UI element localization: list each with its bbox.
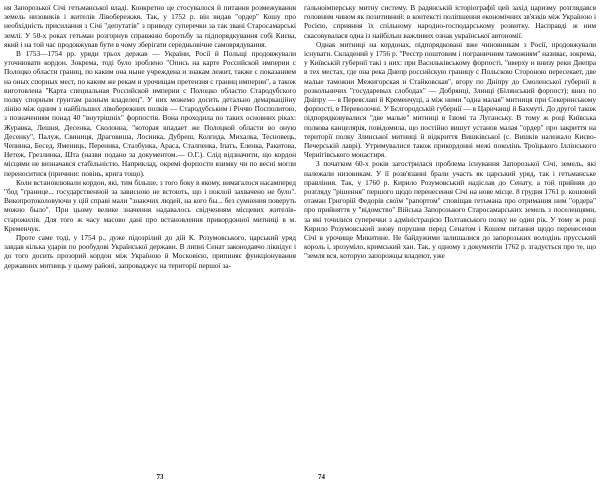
- paragraph: Проте саме тоді, у 1754 р., дуже підозрілий до дій К. Розумовського, царський уряд завдав кілька ударів по рообудові Української держави. В липні Сенат законодавчо ліквідує і до того досить прозорий кордон між Україною й Московією, припиняє функціонування державних митниць у цьому районі, запроваджує на території першої за-: [4, 233, 296, 270]
- paragraph: Коли встановлювали кордон, які, тим більше, з того боку в якому, вимагалося насамперед "бод "границе... государственной за зависною не встоють, що і поклой захвачено не було". Викопротоколовуючи у цій справі мали "знаючих людей, на кого бы... без сумнения поверуть можно было". При цьому велике значення надавалось свідченням місцевих жителів-старожилів. Для того ж часу масово дані про встановлення прикордонної митниці в м. Кременчук.: [4, 177, 296, 233]
- left-page-text: [4, 3, 296, 458]
- left-page: [4, 3, 296, 483]
- paragraph: В 1753—1754 рр. уряди трьох держав — України, Росії й Польщі продовжували уточнювати кордон. Зокрема, тоді було зроблено "Опись на карте Российской империи с Полоцко области границ, по каким она ныне учреждена и знакам лежит, также с показанием на оных спорных мест, по каким же рекам и урочищам претензия с границ империи", а також виготовлена "Карта специальная Российской империи с Полоцко областю Стародубского полку спорным грунтам разным владелец". У них можемо досить детально демаркаційну лінію між одним з найбільших лівобережних полків — Стародубським і Річчю Посполитою, з позначенням понад 40 "внутрішніх" форпостів. Вона проходила по таких основних ріках: Журавка, Лешня, Десенка, Сколонна, "которая впадает же Полоцкой области во оную Десенку", Палуж, Свиниця, Драговиша, Лосинка, Дубреш, Колгида, Михалка, Тесновець, Чепинка, Бесед, Ямениць, Переника, Сталбунка, Араса, Сталпенка, Іпать, Еленка, Ракитова, Нетеж, Грезлинка, Шта (назви подано за документом.— О.Г.). Слід відзначити, що кордон місцями не визначався стабільністю. Наприклад, окремі форпости взимку чи по весні могли переноситися (причини: повінь, крига тощо).: [4, 49, 296, 178]
- paragraph: З початком 60-х років загострилася проблема існування Запорозької Січі, земель, які належали низовикам. У її розв'язанні брали участь як царський уряд, так і гетьманське правління. Так, у 1760 р. Кирило Розумовський надіслав до Сенату, а той прийняв до розгляду "рішення" першого щодо перенесення Січі на нове місце. 8 грудня 1761 р. кошовий отаман Григорій Федорів своїм "рапортом" сповіщав гетьмана про отримання ним "ордера" про прийняття у "відомство" Війська Запорозького Старосамарських земель з поселенцями, за які точилися суперечки з адміністрацією Полтавського полку не один рік. У тому ж році Кирило Розумовський знову порушив перед Сенатом і Кошем питання щодо перенесення Січі в урочище Микитине. Не байдужими залишалися до запорозьких володінь прусський король і, зрозуміло, кримський хан. Так, у одному з документів 1762 р. згадується про те, що "земля вся, которую запорожцы владеют, уже: [304, 159, 596, 261]
- paragraph: гальноімперську митну систему. В радянській історіографії цей захід царизму розглядався головним чином як позитивний: в контексті поліпшення економічних зв'язків між Україною і Росією, сприяння їх спільному народно-господарському розвитку. Насправді ж ним скасовувалася одна із найбільш важливих ознак української автономії.: [304, 3, 596, 40]
- page-number: 73: [156, 473, 164, 481]
- paragraph: ня Запорозької Січі гетьманської владі. Конкретно це стосувалося й питання розмежування земель низовиків і жителів Лівобережжя. Так, у 1752 р. він видав "ордер" Кошу про необхідність присилання з Січі "депутатів" з приводу суперечки за так звані Старосамарські землі. У 50-х роках гетьман розгорнув справжню боротьбу за підпорядкування собі Києва, який і на той час продовжував бути в чому зберігати середньовічне самоврядування.: [4, 3, 296, 49]
- right-page-text: [304, 3, 596, 458]
- right-page: [304, 3, 596, 483]
- paragraph: Однак митниці на кордонах, підпорядковані вже чиновникам з Росії, продовжували існувати. Складений у 1756 р. "Реєстр поштовим і пограничним таможням" називає, зокрема, у Київській губернії такі з них: при Васильківському форпості, "вверху и внизу реки Днепра в тех местах, где она река Днепр российскую границу с Польскою Стороною пересекает, две малые таможни Межигорская и Стайковская", вгору по Дніпру до Смоленської губернії в розкольничих "государевых слободах" — Добрянці, Злинці (Білянський форпост); вниз по Дніпру — в Переяславі й Кременчуці, а між ними "одна малая" митниця при Секеринському форпості, в Переволочні. У Бєлгородській губернії — в Царичанці й Бахмуті. До другої також підпорядковувалися "две малые" митниці в Ізюмі та Луганську. В тому ж році Київська полкова канцелярія, повідомила, що постійно вишут установ малая "ордер" про закриття на території полку Злинської митниці й відкриття Вишківської (с. Вишків належало Києво-Печерській лаврі). Утримувалися також прикордонні межі поколінь Троїцького Іллінського Чернігівського монастиря.: [304, 39, 596, 160]
- page-number: 74: [318, 473, 325, 481]
